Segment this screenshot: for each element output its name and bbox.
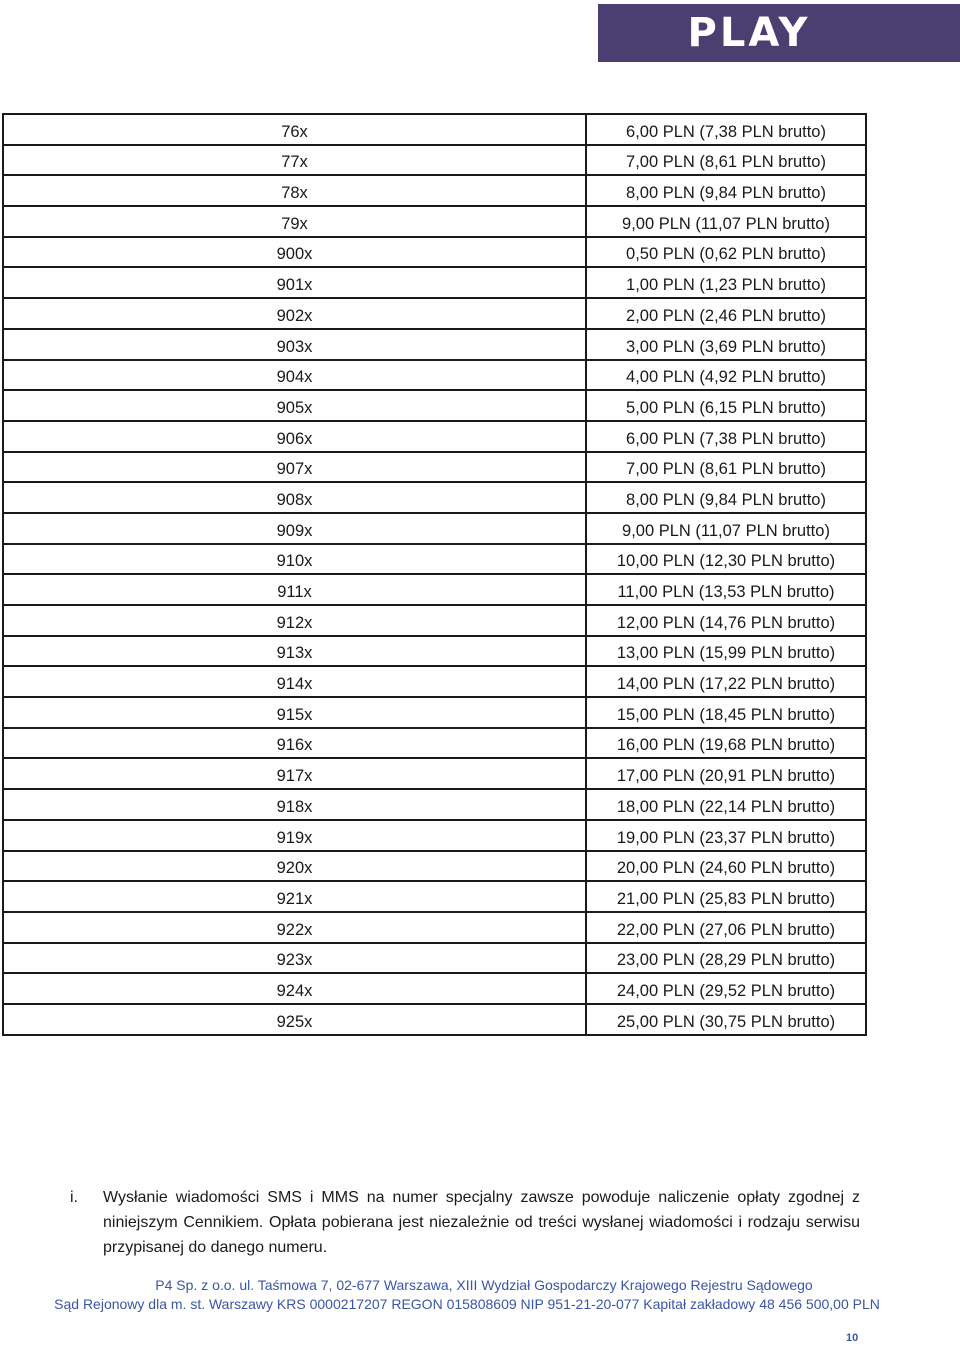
price-cell: 16,00 PLN (19,68 PLN brutto) [586, 728, 866, 759]
table-row [3, 789, 866, 820]
price-cell: 2,00 PLN (2,46 PLN brutto) [586, 298, 866, 329]
number-prefix-cell: 925x [3, 1004, 586, 1035]
table-row [3, 206, 866, 237]
number-prefix-cell: 78x [3, 175, 586, 206]
table-row [3, 175, 866, 206]
number-prefix-cell: 902x [3, 298, 586, 329]
price-cell: 6,00 PLN (7,38 PLN brutto) [586, 421, 866, 452]
price-cell: 19,00 PLN (23,37 PLN brutto) [586, 820, 866, 851]
table-row [3, 758, 866, 789]
number-prefix-cell: 908x [3, 482, 586, 513]
number-prefix-cell: 916x [3, 728, 586, 759]
number-prefix-cell: 903x [3, 329, 586, 360]
number-prefix-cell: 905x [3, 390, 586, 421]
note-paragraph [70, 1185, 860, 1260]
number-prefix-cell: 909x [3, 513, 586, 544]
table-row [3, 329, 866, 360]
number-prefix-cell: 923x [3, 943, 586, 974]
table-row [3, 820, 866, 851]
number-prefix-cell: 917x [3, 758, 586, 789]
number-prefix-cell: 910x [3, 544, 586, 575]
number-prefix-cell: 924x [3, 973, 586, 1004]
price-cell: 12,00 PLN (14,76 PLN brutto) [586, 605, 866, 636]
number-prefix-cell: 79x [3, 206, 586, 237]
price-table-body [3, 114, 866, 1035]
price-cell: 6,00 PLN (7,38 PLN brutto) [586, 114, 866, 145]
price-cell: 5,00 PLN (6,15 PLN brutto) [586, 390, 866, 421]
number-prefix-cell: 922x [3, 912, 586, 943]
price-cell: 11,00 PLN (13,53 PLN brutto) [586, 574, 866, 605]
number-prefix-cell: 76x [3, 114, 586, 145]
table-row [3, 267, 866, 298]
table-row [3, 666, 866, 697]
price-cell: 25,00 PLN (30,75 PLN brutto) [586, 1004, 866, 1035]
price-cell: 22,00 PLN (27,06 PLN brutto) [586, 912, 866, 943]
number-prefix-cell: 919x [3, 820, 586, 851]
table-row [3, 1004, 866, 1035]
price-cell: 0,50 PLN (0,62 PLN brutto) [586, 237, 866, 268]
number-prefix-cell: 900x [3, 237, 586, 268]
table-row [3, 697, 866, 728]
price-cell: 9,00 PLN (11,07 PLN brutto) [586, 513, 866, 544]
number-prefix-cell: 906x [3, 421, 586, 452]
number-prefix-cell: 77x [3, 145, 586, 176]
table-row [3, 943, 866, 974]
table-row [3, 912, 866, 943]
price-cell: 18,00 PLN (22,14 PLN brutto) [586, 789, 866, 820]
play-logo [598, 4, 960, 62]
price-table [2, 113, 867, 1036]
price-cell: 21,00 PLN (25,83 PLN brutto) [586, 881, 866, 912]
number-prefix-cell: 901x [3, 267, 586, 298]
number-prefix-cell: 907x [3, 452, 586, 483]
footer-registry-info: Sąd Rejonowy dla m. st. Warszawy KRS 0000217207 REGON 015808609 NIP 951-21-20-077 Kapitał zakładowy 48 456 500,00 PLN [54, 1296, 880, 1312]
table-row [3, 728, 866, 759]
price-cell: 24,00 PLN (29,52 PLN brutto) [586, 973, 866, 1004]
table-row [3, 973, 866, 1004]
price-cell: 10,00 PLN (12,30 PLN brutto) [586, 544, 866, 575]
table-row [3, 237, 866, 268]
number-prefix-cell: 904x [3, 360, 586, 391]
table-row [3, 114, 866, 145]
number-prefix-cell: 911x [3, 574, 586, 605]
table-row [3, 881, 866, 912]
price-cell: 14,00 PLN (17,22 PLN brutto) [586, 666, 866, 697]
note-text: Wysłanie wiadomości SMS i MMS na numer specjalny zawsze powoduje naliczenie opłaty zgodnej z niniejszym Cennikiem. Opłata pobierana jest niezależnie od treści wysłanej wiadomości i rodzaju serwisu przypisanej do danego numeru. [103, 1189, 860, 1256]
price-cell: 7,00 PLN (8,61 PLN brutto) [586, 145, 866, 176]
table-row [3, 513, 866, 544]
price-cell: 13,00 PLN (15,99 PLN brutto) [586, 636, 866, 667]
number-prefix-cell: 912x [3, 605, 586, 636]
table-row [3, 574, 866, 605]
price-cell: 15,00 PLN (18,45 PLN brutto) [586, 697, 866, 728]
table-row [3, 421, 866, 452]
footer-company-info: P4 Sp. z o.o. ul. Taśmowa 7, 02-677 Warszawa, XIII Wydział Gospodarczy Krajowego Rejestru Sądowego [155, 1277, 813, 1293]
number-prefix-cell: 915x [3, 697, 586, 728]
price-cell: 7,00 PLN (8,61 PLN brutto) [586, 452, 866, 483]
price-cell: 17,00 PLN (20,91 PLN brutto) [586, 758, 866, 789]
table-row [3, 145, 866, 176]
table-row [3, 544, 866, 575]
price-cell: 8,00 PLN (9,84 PLN brutto) [586, 175, 866, 206]
number-prefix-cell: 913x [3, 636, 586, 667]
price-cell: 23,00 PLN (28,29 PLN brutto) [586, 943, 866, 974]
price-cell: 1,00 PLN (1,23 PLN brutto) [586, 267, 866, 298]
table-row [3, 360, 866, 391]
price-cell: 8,00 PLN (9,84 PLN brutto) [586, 482, 866, 513]
table-row [3, 452, 866, 483]
table-row [3, 298, 866, 329]
number-prefix-cell: 918x [3, 789, 586, 820]
table-row [3, 636, 866, 667]
table-row [3, 851, 866, 882]
table-row [3, 605, 866, 636]
logo-text: PLAY [687, 10, 811, 56]
note-marker: i. [70, 1189, 78, 1206]
price-cell: 3,00 PLN (3,69 PLN brutto) [586, 329, 866, 360]
price-cell: 20,00 PLN (24,60 PLN brutto) [586, 851, 866, 882]
number-prefix-cell: 920x [3, 851, 586, 882]
price-cell: 9,00 PLN (11,07 PLN brutto) [586, 206, 866, 237]
page-number: 10 [846, 1332, 859, 1344]
table-row [3, 482, 866, 513]
number-prefix-cell: 921x [3, 881, 586, 912]
price-cell: 4,00 PLN (4,92 PLN brutto) [586, 360, 866, 391]
table-row [3, 390, 866, 421]
number-prefix-cell: 914x [3, 666, 586, 697]
